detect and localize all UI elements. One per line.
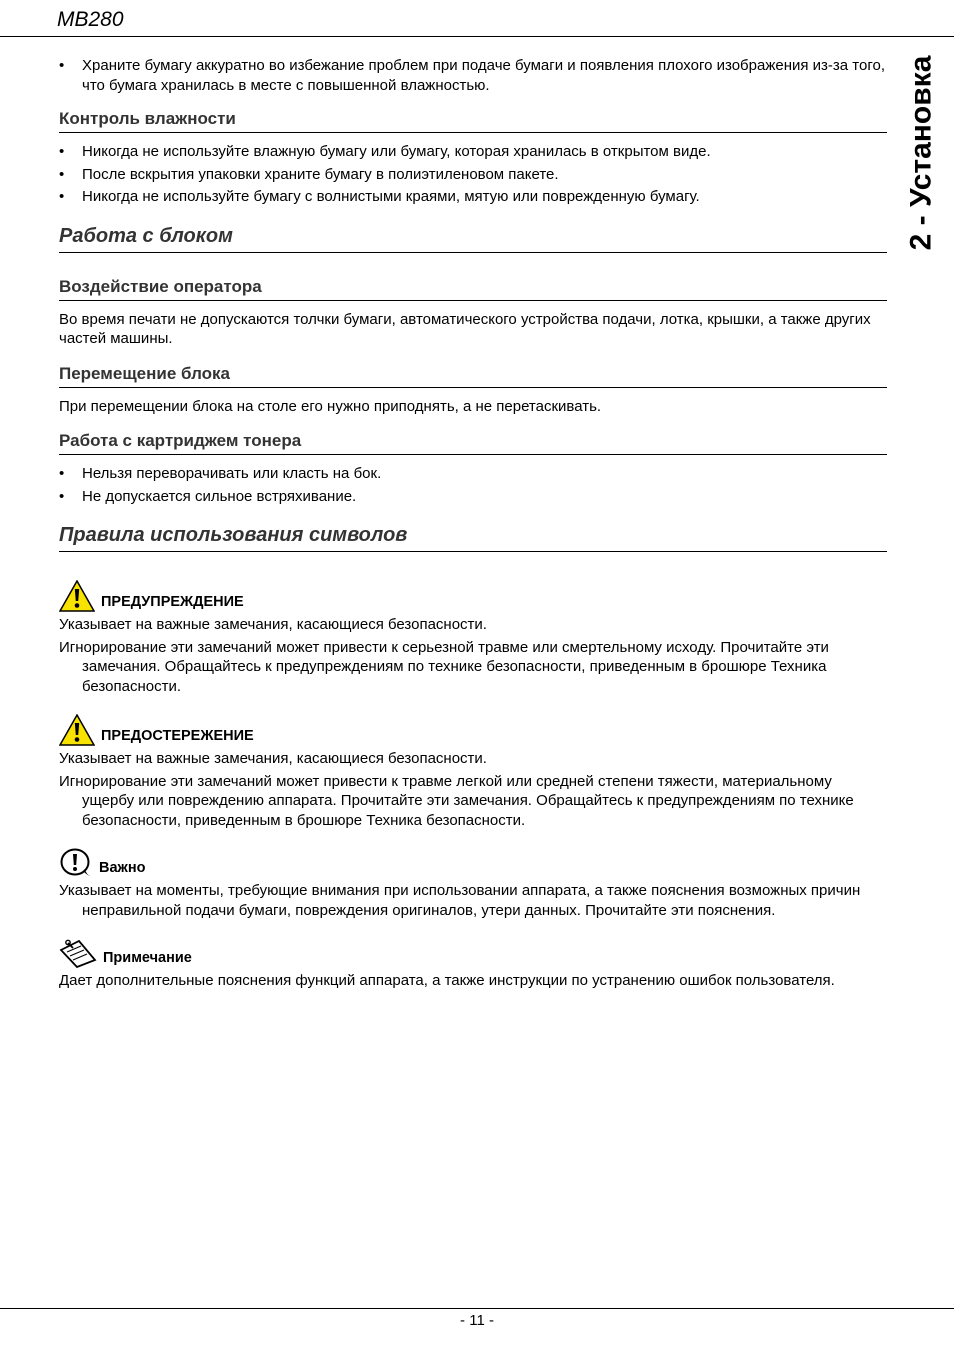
notepad-icon xyxy=(59,938,97,968)
symbol-line: Указывает на важные замечания, касающиеся безопасности. xyxy=(59,750,487,767)
section-heading-unit: Работа с блоком xyxy=(59,225,887,253)
warning-triangle-icon xyxy=(59,580,95,612)
list-item: • Храните бумагу аккуратно во избежание проблем при подаче бумаги и появления плохого изображения из-за того, что бумага хранилась в месте с повышенной влажностью. xyxy=(59,57,885,94)
operator-text: Во время печати не допускаются толчки бумаги, автоматического устройства подачи, лотка, крышки, а также других частей машины. xyxy=(59,310,871,347)
symbol-line: Дает дополнительные пояснения функций аппарата, а также инструкции по устранению ошибок пользователя. xyxy=(59,972,835,989)
footer-rule xyxy=(0,1308,954,1309)
section-heading-moving: Перемещение блока xyxy=(59,364,887,388)
intro-bullets xyxy=(59,56,887,95)
symbol-line: Игнорирование эти замечаний может привести к травме легкой или средней степени тяжести, материальному ущербу или повреждению аппарата. Прочитайте эти замечания. Обращайтесь к предупреждениям по технике безопасности, приведенным в брошюре Техника безопасности. xyxy=(59,772,854,829)
symbol-line: Указывает на моменты, требующие внимания при использовании аппарата, а также пояснения возможных причин неправильной подачи бумаги, повреждения оригиналов, утери данных. Прочитайте эти пояснения. xyxy=(59,882,861,919)
symbol-title: Важно xyxy=(99,860,146,876)
section-heading-toner: Работа с картриджем тонера xyxy=(59,431,887,455)
page-number: - 11 - xyxy=(460,1312,494,1329)
list-item: • Никогда не используйте влажную бумагу или бумагу, которая хранилась в открытом виде. xyxy=(59,143,711,160)
symbol-line: Игнорирование эти замечаний может привести к серьезной травме или смертельному исходу. Прочитайте эти замечания. Обращайтесь к предупреждениям по технике безопасности, приведенным в брошюре Техника безопасности. xyxy=(59,638,829,695)
header-model: MB280 xyxy=(57,8,124,31)
toner-bullets xyxy=(59,464,887,506)
symbol-note xyxy=(59,938,887,991)
list-item: • Не допускается сильное встряхивание. xyxy=(59,487,357,505)
section-heading-humidity: Контроль влажности xyxy=(59,109,887,133)
symbol-line: Указывает на важные замечания, касающиеся безопасности. xyxy=(59,616,487,633)
symbol-title: ПРЕДУПРЕЖДЕНИЕ xyxy=(101,594,244,610)
exclamation-circle-icon xyxy=(59,848,93,878)
section-heading-operator: Воздействие оператора xyxy=(59,277,887,301)
symbol-warning xyxy=(59,580,887,696)
list-item: • Нельзя переворачивать или класть на бок. xyxy=(59,465,382,482)
moving-text: При перемещении блока на столе его нужно приподнять, а не перетаскивать. xyxy=(59,397,602,415)
list-item: • Никогда не используйте бумагу с волнистыми краями, мятую или поврежденную бумагу. xyxy=(59,188,700,205)
symbol-caution xyxy=(59,714,887,830)
humidity-bullets xyxy=(59,142,887,207)
warning-triangle-icon xyxy=(59,714,95,746)
symbol-title: ПРЕДОСТЕРЕЖЕНИЕ xyxy=(101,728,254,744)
page-content xyxy=(59,56,887,991)
chapter-tab-label: 2 - Установка xyxy=(904,55,938,251)
symbol-title: Примечание xyxy=(103,950,192,966)
header-rule xyxy=(0,36,954,37)
chapter-tab xyxy=(893,48,949,258)
section-heading-symbols: Правила использования символов xyxy=(59,524,887,552)
symbol-important xyxy=(59,848,887,920)
list-item: • После вскрытия упаковки храните бумагу в полиэтиленовом пакете. xyxy=(59,165,559,183)
